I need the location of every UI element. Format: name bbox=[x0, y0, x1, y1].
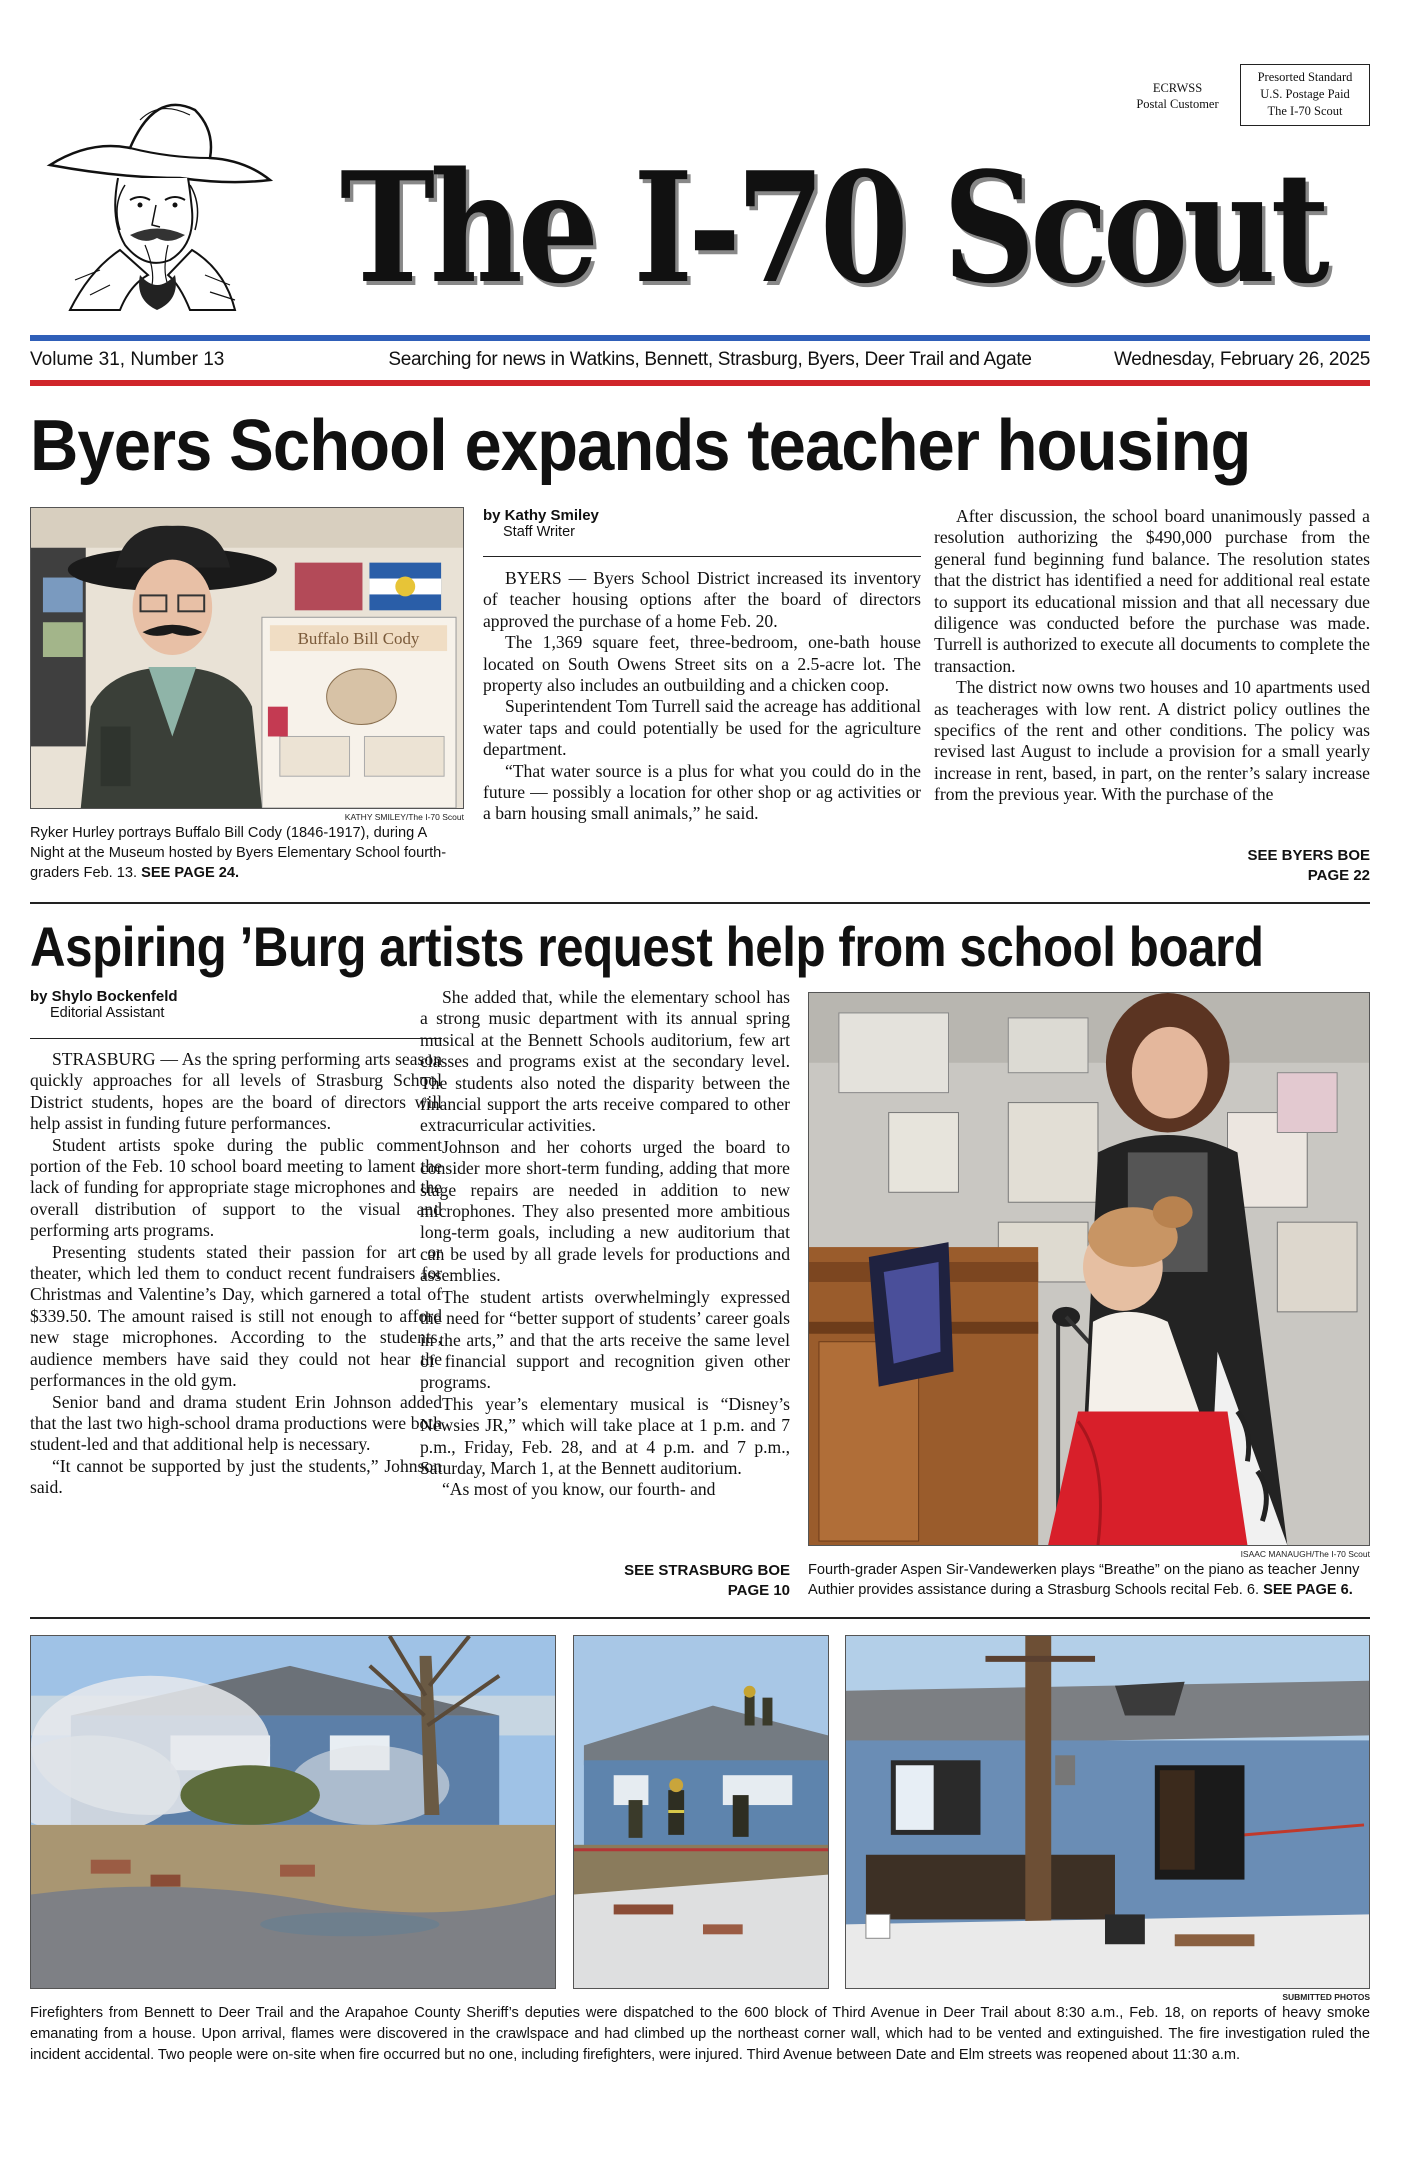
story1-byline-rule bbox=[483, 556, 921, 557]
story2-paragraph: Presenting students stated their passion for art or theater, which led them to conduct recent fundraisers for Christmas and Valentine’s Day, which garnered a total of $339.50. The amount raised is still not enough to afford new stage microphones. According to the students, audience members have said they could not hear the performances in the old gym. bbox=[30, 1241, 442, 1391]
story2-paragraph: Senior band and drama student Erin Johnson added that the last two high-school drama productions were both student-led and that additional help is necessary. bbox=[30, 1391, 442, 1455]
piano-recital-photo bbox=[808, 992, 1370, 1546]
story1-caption-page-ref[interactable]: SEE PAGE 24. bbox=[141, 865, 240, 881]
story1-byline bbox=[483, 507, 921, 540]
ecrwss-notice bbox=[1120, 80, 1235, 112]
story1-column-1 bbox=[483, 568, 921, 825]
presorted-standard-line: Presorted Standard bbox=[1257, 70, 1353, 84]
story1-caption-text: Ryker Hurley portrays Buffalo Bill Cody (1846-1917), during A Night at the Museum hosted by Byers Elementary School fourth-graders Feb. 13. bbox=[30, 825, 447, 881]
fire-photo-firefighters bbox=[573, 1635, 829, 1989]
story2-column-1 bbox=[30, 1049, 442, 1499]
story1-jump-page: PAGE 22 bbox=[1307, 867, 1370, 884]
postage-paid-box bbox=[1240, 64, 1370, 126]
story2-byline bbox=[30, 988, 442, 1021]
story2-paragraph: The student artists overwhelmingly expressed the need for “better support of students’ career goals in the arts,” and that the arts receive the same level of financial support and recognition given other programs. bbox=[420, 1286, 790, 1393]
scout-portrait-illustration bbox=[30, 70, 280, 320]
story2-jump-line[interactable] bbox=[420, 1561, 790, 1601]
story2-paragraph: This year’s elementary musical is “Disney’s Newsies JR,” which will take place at 1 p.m. and 7 p.m., Friday, Feb. 28, and at 4 p.m. and 7 p.m., Saturday, March 1, at the Bennett auditorium. bbox=[420, 1393, 790, 1478]
story2-headline[interactable]: Aspiring ’Burg artists request help from school board bbox=[30, 915, 1264, 978]
story1-byline-title: Staff Writer bbox=[503, 524, 575, 540]
poster-sign-text: Buffalo Bill Cody bbox=[297, 629, 420, 649]
fire-photo-damage bbox=[845, 1635, 1370, 1989]
story1-jump-see: SEE BYERS BOE bbox=[1247, 847, 1370, 864]
story2-paragraph: She added that, while the elementary school has a strong music department with its annual spring musical at the Bennett Schools auditorium, few art classes and programs exist at the secondary level. The students also noted the disparity between the financial support the arts receive compared to other extracurricular activities. bbox=[420, 987, 790, 1136]
fire-photo-caption: Firefighters from Bennett to Deer Trail and the Arapahoe County Sheriff’s deputies were dispatched to the 600 block of Third Avenue in Deer Trail about 8:30 a.m., Feb. 18, on reports of heavy smoke emanating from a house. Upon arrival, flames were discovered in the crawlspace and had climbed up the northeast corner wall, which had to be vented and extinguished. The fire investigation ruled the incident accidental. Two people were on-site when fire occurred but no one, including firefighters, were injured. Third Avenue between Date and Elm streets was reopened about 11:30 a.m. bbox=[30, 2005, 1370, 2063]
story2-paragraph: Johnson and her cohorts urged the board to consider more short-term funding, adding that more stage repairs are needed in addition to new microphones. They also presented more ambitious long-term goals, including a new auditorium that can be used by all grade levels for productions and assemblies. bbox=[420, 1136, 790, 1286]
permit-holder-line: The I-70 Scout bbox=[1267, 104, 1343, 118]
section-divider-2 bbox=[30, 1617, 1370, 1619]
masthead bbox=[0, 0, 1408, 390]
postage-paid-line: U.S. Postage Paid bbox=[1260, 87, 1350, 101]
fire-photo-smoke bbox=[30, 1635, 556, 1989]
postal-customer-line: Postal Customer bbox=[1136, 97, 1219, 111]
tagline: Searching for news in Watkins, Bennett, Strasburg, Byers, Deer Trail and Agate bbox=[388, 349, 1032, 370]
top-blue-rule bbox=[30, 335, 1370, 341]
story1-paragraph: Superintendent Tom Turrell said the acreage has additional water taps and could potentially be used for the agriculture department. bbox=[483, 696, 921, 760]
story2-caption-text: Fourth-grader Aspen Sir-Vandewerken plays “Breathe” on the piano as teacher Jenny Authier provides assistance during a Strasburg Schools recital Feb. 6. bbox=[808, 1562, 1360, 1598]
story2-byline-rule bbox=[30, 1038, 442, 1039]
story2-paragraph: “As most of you know, our fourth- and bbox=[442, 1479, 716, 1500]
fire-photo-credit: SUBMITTED PHOTOS bbox=[1282, 1992, 1370, 2002]
story2-byline-name: by Shylo Bockenfeld bbox=[30, 988, 178, 1005]
story2-byline-title: Editorial Assistant bbox=[50, 1005, 165, 1021]
story2-column-2 bbox=[420, 987, 790, 1501]
story2-paragraph: “It cannot be supported by just the students,” Johnson said. bbox=[30, 1455, 442, 1498]
buffalo-bill-photo bbox=[30, 507, 464, 809]
section-divider-1 bbox=[30, 902, 1370, 904]
story1-paragraph: “That water source is a plus for what you could do in the future — possibly a location for other shop or ag activities or a barn housing small animals,” he said. bbox=[483, 760, 921, 824]
story2-caption-page-ref[interactable]: SEE PAGE 6. bbox=[1263, 1582, 1353, 1598]
story1-photo-caption bbox=[30, 823, 464, 883]
top-red-rule bbox=[30, 380, 1370, 386]
story2-paragraph: STRASBURG — As the spring performing arts season quickly approaches for all levels of Strasburg School District students, hopes are the board of directors will help assist in funding future performances. bbox=[30, 1049, 442, 1134]
story2-jump-see: SEE STRASBURG BOE bbox=[624, 1562, 790, 1579]
story1-byline-name: by Kathy Smiley bbox=[483, 507, 599, 524]
story1-paragraph: After discussion, the school board unanimously passed a resolution authorizing the $490,000 purchase from the general fund beginning fund balance. The resolution states that the district has identified a need for additional real estate to support its educational mission and that all necessary due diligence was conducted before the purchase was made. Turrell is authorized to execute all documents to complete the transaction. bbox=[934, 506, 1370, 676]
volume-number: Volume 31, Number 13 bbox=[30, 349, 225, 370]
story1-jump-line[interactable] bbox=[934, 846, 1370, 886]
story1-photo-credit: KATHY SMILEY/The I-70 Scout bbox=[344, 812, 464, 822]
story2-photo-caption bbox=[808, 1560, 1370, 1600]
story1-paragraph: BYERS — Byers School District increased its inventory of teacher housing options after the board of directors approved the purchase of a home Feb. 20. bbox=[483, 568, 921, 631]
story1-column-2 bbox=[934, 506, 1370, 806]
newspaper-title: The I-70 Scout bbox=[340, 138, 1325, 317]
story1-headline[interactable]: Byers School expands teacher housing bbox=[30, 406, 1251, 486]
story2-jump-page: PAGE 10 bbox=[727, 1582, 790, 1599]
issue-date: Wednesday, February 26, 2025 bbox=[1113, 349, 1370, 370]
story1-paragraph: The 1,369 square feet, three-bedroom, one-bath house located on South Owens Street sits on a 2.5-acre lot. The property also includes an outbuilding and a chicken coop. bbox=[483, 632, 921, 696]
story1-paragraph: The district now owns two houses and 10 apartments used as teacherages with low rent. A district policy outlines the specifics of the rent and other conditions. The policy was revised last August to include a provision for a small yearly increase in rent, based, in part, on the renter’s salary increase from the previous year. With the purchase of the bbox=[934, 677, 1370, 805]
ecrwss-line: ECRWSS bbox=[1152, 81, 1203, 95]
story2-photo-credit: ISAAC MANAUGH/The I-70 Scout bbox=[1240, 1549, 1370, 1559]
story2-paragraph: Student artists spoke during the public comment portion of the Feb. 10 school board meeting to lament the lack of funding for appropriate stage microphones and the overall distribution of support to the visual and performing arts programs. bbox=[30, 1134, 442, 1241]
